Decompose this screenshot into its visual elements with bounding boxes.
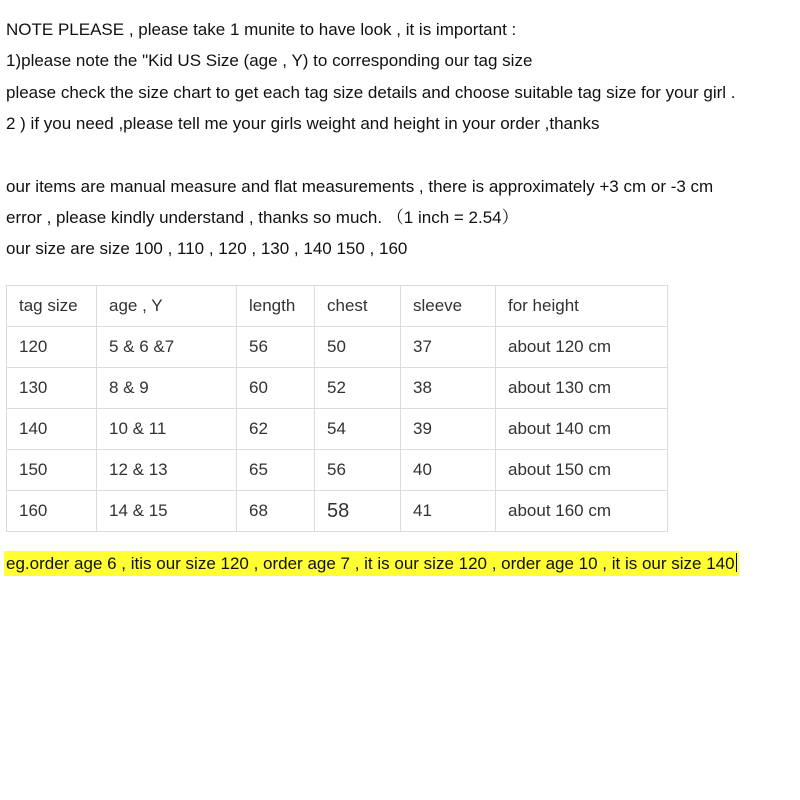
cell-age: 12 & 13 — [97, 450, 237, 491]
cell-tag-size: 140 — [7, 409, 97, 450]
cell-length: 56 — [237, 327, 315, 368]
table-row — [7, 491, 668, 532]
cell-length: 65 — [237, 450, 315, 491]
cell-tag-size: 150 — [7, 450, 97, 491]
cell-for-height: about 130 cm — [496, 368, 668, 409]
cell-tag-size: 120 — [7, 327, 97, 368]
text-cursor — [736, 553, 737, 572]
cell-for-height: about 140 cm — [496, 409, 668, 450]
cell-chest: 58 — [315, 491, 401, 532]
cell-for-height: about 150 cm — [496, 450, 668, 491]
table-row — [7, 450, 668, 491]
table-row — [7, 327, 668, 368]
cell-sleeve: 40 — [401, 450, 496, 491]
note-line-7: our size are size 100 , 110 , 120 , 130 , 140 150 , 160 — [6, 239, 408, 258]
cell-chest: 52 — [315, 368, 401, 409]
note-line-6: error , please kindly understand , thanks so much. （1 inch = 2.54） — [6, 208, 519, 227]
table-row — [7, 368, 668, 409]
header-chest: chest — [315, 286, 401, 327]
header-sleeve: sleeve — [401, 286, 496, 327]
cell-age: 10 & 11 — [97, 409, 237, 450]
header-tag-size: tag size — [7, 286, 97, 327]
table-header-row — [7, 286, 668, 327]
note-line-2: 1)please note the "Kid US Size (age , Y) to corresponding our tag size — [6, 51, 533, 70]
cell-sleeve: 38 — [401, 368, 496, 409]
cell-for-height: about 160 cm — [496, 491, 668, 532]
note-line-5: our items are manual measure and flat measurements , there is approximately +3 cm or -3 cm — [6, 177, 714, 196]
cell-length: 60 — [237, 368, 315, 409]
note-line-4: 2 ) if you need ,please tell me your girls weight and height in your order ,thanks — [6, 114, 600, 133]
cell-sleeve: 37 — [401, 327, 496, 368]
cell-length: 62 — [237, 409, 315, 450]
example-text: eg.order age 6 , itis our size 120 , order age 7 , it is our size 120 , order age 10 , it is our size 140 — [6, 554, 735, 573]
cell-chest: 56 — [315, 450, 401, 491]
cell-age: 5 & 6 &7 — [97, 327, 237, 368]
cell-length: 68 — [237, 491, 315, 532]
cell-sleeve: 41 — [401, 491, 496, 532]
note-line-3: please check the size chart to get each tag size details and choose suitable tag size for your girl . — [6, 83, 736, 102]
note-line-1: NOTE PLEASE , please take 1 munite to have look , it is important : — [6, 20, 517, 39]
cell-chest: 50 — [315, 327, 401, 368]
cell-tag-size: 130 — [7, 368, 97, 409]
table-row — [7, 409, 668, 450]
cell-sleeve: 39 — [401, 409, 496, 450]
cell-age: 8 & 9 — [97, 368, 237, 409]
header-age: age , Y — [97, 286, 237, 327]
cell-chest: 54 — [315, 409, 401, 450]
header-for-height: for height — [496, 286, 668, 327]
cell-age: 14 & 15 — [97, 491, 237, 532]
size-chart-table — [6, 285, 668, 532]
cell-for-height: about 120 cm — [496, 327, 668, 368]
header-length: length — [237, 286, 315, 327]
example-highlight — [4, 551, 739, 576]
cell-tag-size: 160 — [7, 491, 97, 532]
